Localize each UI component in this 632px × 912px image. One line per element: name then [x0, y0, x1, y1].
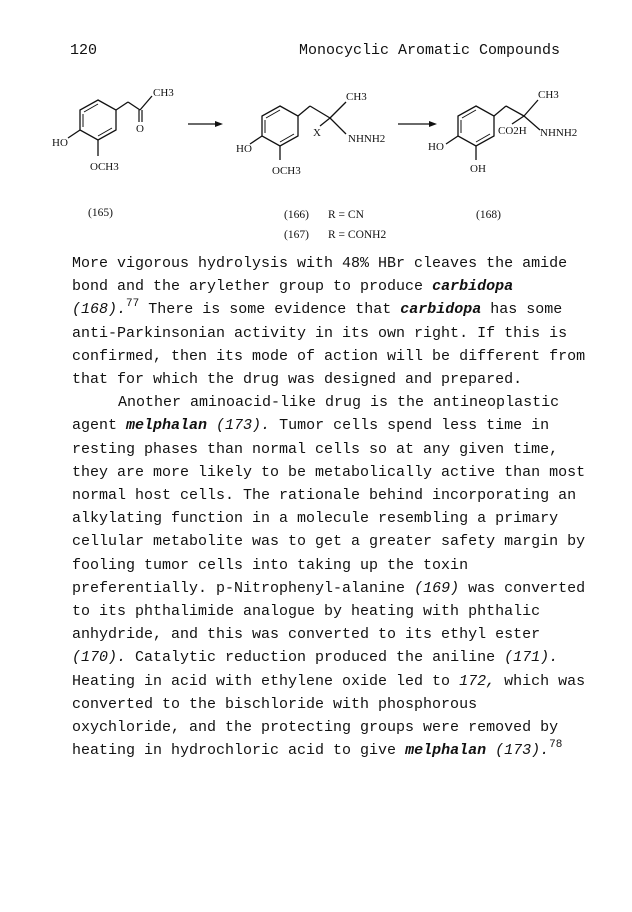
citation: 77	[126, 298, 140, 311]
reaction-scheme	[40, 84, 600, 254]
substituent-och3: OCH3	[272, 165, 301, 177]
compound-label-168: (168)	[476, 209, 501, 221]
compound-ref: (173).	[495, 742, 550, 760]
paragraph-carbidopa: More vigorous hydrolysis with 48% HBr cleaves the amide bond and the arylether group to produce carbidopa (168).$^{77}$ There is some evidence that carbidopa has some anti-Parkinsonian activity in its own right. If this is confirmed, then its mode of action will be different from that for which the drug was designed and prepared.	[72, 255, 586, 389]
substituent-ch3: CH3	[153, 87, 174, 99]
substituent-ch3: CH3	[538, 89, 559, 101]
drug-name: melphalan	[126, 417, 208, 435]
drug-name: carbidopa	[432, 278, 514, 296]
reaction-arrow-1	[188, 121, 223, 127]
compound-label-167: (167)	[284, 229, 309, 241]
substituent-nhnh2: NHNH2	[540, 127, 578, 139]
r-value-167: R = CONH2	[328, 229, 387, 241]
page-number: 120	[70, 42, 98, 59]
compound-ref: (169)	[414, 579, 460, 597]
substituent-nhnh2: NHNH2	[348, 133, 386, 145]
drug-name: carbidopa	[400, 301, 482, 319]
reaction-arrow-2	[398, 121, 437, 127]
compound-ref: (170).	[72, 649, 127, 667]
compound-label-165: (165)	[88, 207, 113, 219]
substituent-x: X	[313, 127, 321, 139]
drug-name: melphalan	[405, 742, 487, 760]
substituent-ho: HO	[52, 137, 68, 149]
substituent-och3: OCH3	[90, 161, 119, 173]
r-value-166: R = CN	[328, 209, 364, 221]
structure-165	[52, 87, 174, 219]
structure-168	[428, 89, 577, 221]
structure-166-167	[236, 91, 386, 241]
substituent-ho: HO	[428, 141, 444, 153]
compound-ref: 172,	[459, 672, 496, 690]
substituent-oh: OH	[470, 163, 486, 175]
substituent-o: O	[136, 123, 144, 135]
compound-label-166: (166)	[284, 209, 309, 221]
compound-ref: (171).	[504, 649, 559, 667]
page-header	[70, 42, 560, 64]
substituent-co2h: CO2H	[498, 125, 527, 137]
compound-ref: (173).	[216, 417, 271, 435]
citation: 78	[549, 739, 563, 752]
running-title: Monocyclic Aromatic Compounds	[298, 42, 560, 59]
substituent-ho: HO	[236, 143, 252, 155]
paragraph-melphalan: Another aminoacid-like drug is the antineoplastic agent melphalan (173). Tumor cells spend less time in resting phases than normal cells so at any given time, they are more likely to be metabolically active than most normal host cells. The rationale behind incorporating an alkylating function in a molecule resembling a primary cellular metabolite was to get a greater safety margin by fooling tumor cells into taking up the toxin preferentially. p-Nitrophenyl-alanine (169) was converted to its phthalimide analogue by heating with phthalic anhydride, and this was converted to its ethyl ester (170). Catalytic reduction produced the aniline (171). Heating in acid with ethylene oxide led to 172, which was converted to the bischloride with phosphorous oxychloride, and the protecting groups were removed by heating in hydrochloric acid to give melphalan (173).$^{78}$	[72, 394, 586, 760]
body-text	[72, 252, 592, 762]
substituent-ch3: CH3	[346, 91, 367, 103]
compound-ref: (168).	[72, 301, 127, 319]
